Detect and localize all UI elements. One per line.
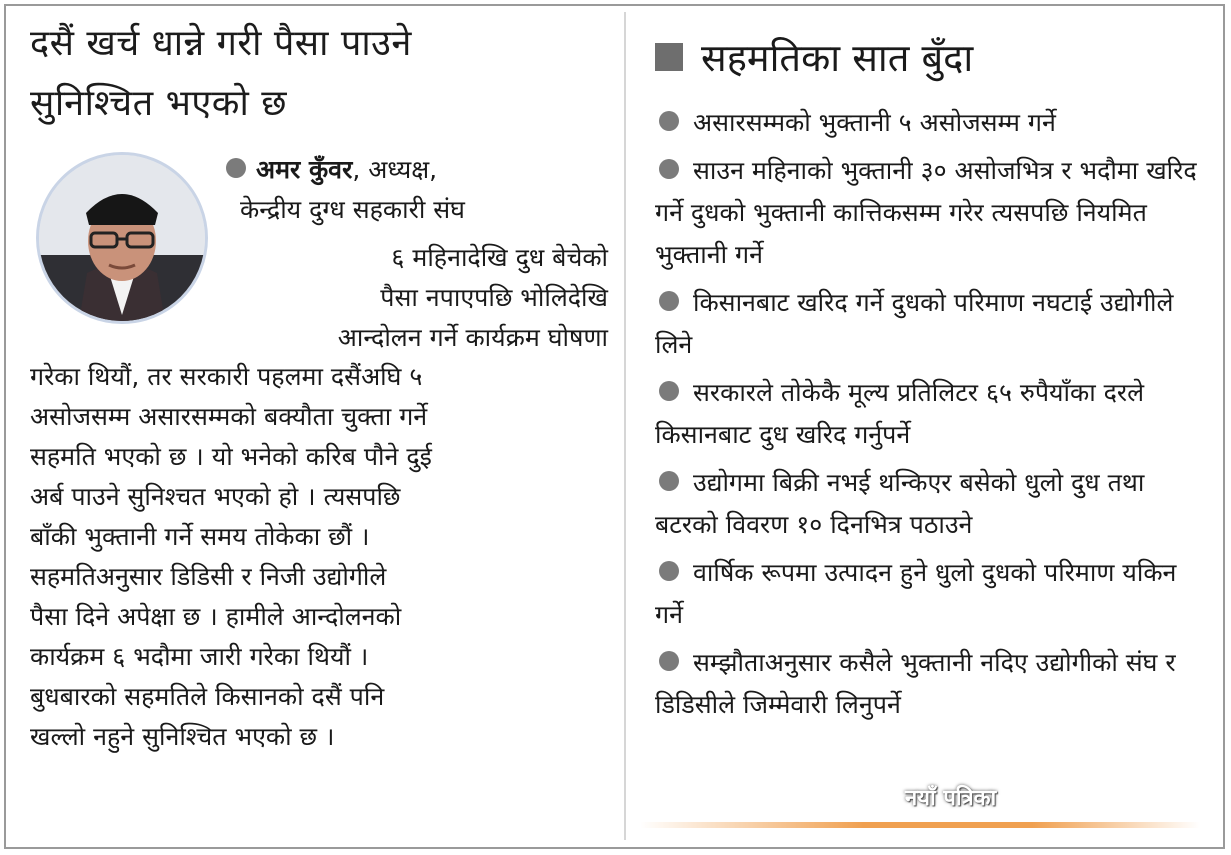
body-line: सहमति भएको छ । यो भनेको करिब पौने दुई: [30, 442, 432, 471]
byline-role: , अध्यक्ष,: [352, 155, 438, 184]
bullet-icon: [226, 158, 246, 178]
agreement-points-list: [655, 102, 1210, 726]
section-title-text: सहमतिका सात बुँदा: [701, 36, 974, 80]
bullet-icon: [659, 159, 679, 179]
point-text: असारसम्मको भुक्तानी ५ असोजसम्म गर्ने: [693, 108, 1056, 137]
body-lead-line: पैसा नपाएपछि भोलिदेखि: [380, 283, 608, 312]
point-text: उद्योगमा बिक्री नभई थन्किएर बसेको धुलो दुध तथा बटरको विवरण १० दिनभित्र पठाउने: [655, 468, 1145, 539]
body-lead: [208, 238, 608, 358]
square-bullet-icon: [655, 43, 683, 71]
body-line: बाँकी भुक्तानी गर्ने समय तोकेका छौं ।: [30, 522, 370, 551]
source-credit: नयाँ पत्रिका: [905, 786, 997, 811]
headline: [30, 14, 615, 134]
bullet-icon: [659, 471, 679, 491]
list-item: [655, 462, 1210, 546]
bullet-icon: [659, 291, 679, 311]
body-line: कार्यक्रम ६ भदौमा जारी गरेका थियौं ।: [30, 642, 369, 671]
body-lead-line: आन्दोलन गर्ने कार्यक्रम घोषणा: [337, 323, 608, 352]
list-item: [655, 642, 1210, 726]
bullet-icon: [659, 111, 679, 131]
point-text: किसानबाट खरिद गर्ने दुधको परिमाण नघटाई उद्योगीले लिने: [655, 288, 1174, 359]
body-line: सहमतिअनुसार डिडिसी र निजी उद्योगीले: [30, 562, 387, 591]
list-item: [655, 282, 1210, 366]
body-text: [30, 357, 590, 757]
list-item: [655, 150, 1210, 276]
bullet-icon: [659, 651, 679, 671]
headline-line-1: दसैं खर्च धान्ने गरी पैसा पाउने: [30, 23, 412, 64]
byline: [226, 150, 586, 230]
byline-section: [30, 152, 615, 367]
body-line: असोजसम्म असारसम्मको बक्यौता चुक्ता गर्ने: [30, 402, 428, 431]
list-item: [655, 552, 1210, 636]
interview-column: [30, 14, 615, 757]
body-line: गरेका थियौं, तर सरकारी पहलमा दसैंअघि ५: [30, 362, 423, 391]
headline-line-2: सुनिश्चित भएको छ: [30, 83, 287, 124]
point-text: साउन महिनाको भुक्तानी ३० असोजभित्र र भदौमा खरिद गर्ने दुधको भुक्तानी कात्तिकसम्म गरेर त्यसपछि नियमित भुक्तानी गर्ने: [655, 156, 1197, 269]
point-text: वार्षिक रूपमा उत्पादन हुने धुलो दुधको परिमाण यकिन गर्ने: [655, 558, 1177, 629]
body-lead-line: ६ महिनादेखि दुध बेचेको: [391, 243, 608, 272]
column-divider: [624, 12, 626, 840]
person-portrait-icon: [39, 155, 205, 321]
bullet-icon: [659, 561, 679, 581]
body-line: खल्लो नहुने सुनिश्चित भएको छ ।: [30, 722, 335, 751]
body-line: अर्ब पाउने सुनिश्चत भएको हो । त्यसपछि: [30, 482, 401, 511]
point-text: सरकारले तोकेकै मूल्य प्रतिलिटर ६५ रुपैयाँका दरले किसानबाट दुध खरिद गर्नुपर्ने: [655, 378, 1145, 449]
bullet-icon: [659, 381, 679, 401]
byline-org: केन्द्रीय दुग्ध सहकारी संघ: [240, 195, 465, 224]
accent-bar: [640, 822, 1200, 828]
point-text: सम्झौताअनुसार कसैले भुक्तानी नदिए उद्योगीको संघ र डिडिसीले जिम्मेवारी लिनुपर्ने: [655, 648, 1176, 719]
byline-name: अमर कुँवर: [256, 155, 353, 184]
list-item: [655, 102, 1210, 144]
portrait-photo: [36, 152, 208, 324]
list-item: [655, 372, 1210, 456]
section-title: [655, 28, 1210, 88]
body-line: बुधबारको सहमतिले किसानको दसैं पनि: [30, 682, 385, 711]
agreement-points-column: [655, 28, 1210, 732]
body-line: पैसा दिने अपेक्षा छ । हामीले आन्दोलनको: [30, 602, 402, 631]
